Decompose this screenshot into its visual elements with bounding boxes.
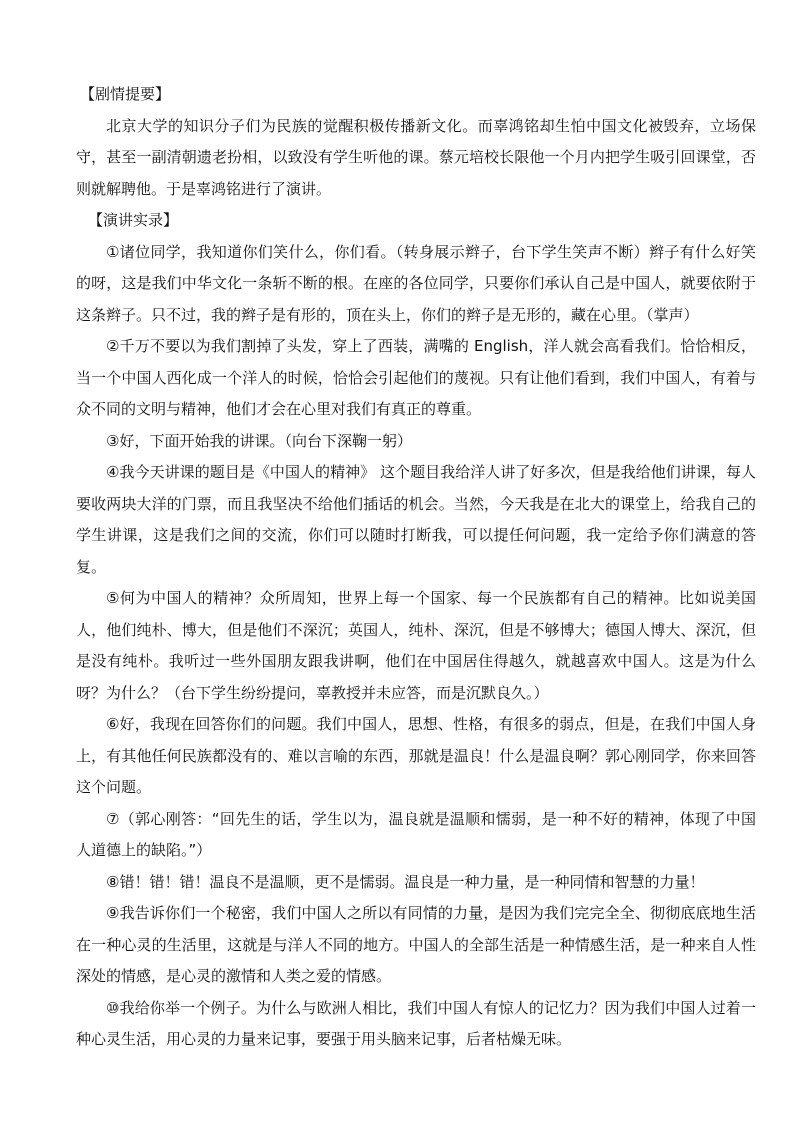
speech-paragraph-4: ④我今天讲课的题目是《中国人的精神》 这个题目我给洋人讲了好多次，但是我给他们讲课，每人要收两块大洋的门票，而且我坚决不给他们插话的机会。当然，今天我是在北大的课堂上，给我自己的学生讲课，这是我们之间的交流，你们可以随时打断我，可以提任何问题，我一定给予你们满意的答复。 xyxy=(76,463,756,576)
speech-paragraph-8: ⑧错！错！错！温良不是温顺，更不是懦弱。温良是一种力量，是一种同情和智慧的力量！ xyxy=(106,872,705,891)
speech-heading: 【演讲实录】 xyxy=(88,211,179,229)
speech-paragraph-5: ⑤何为中国人的精神？众所周知，世界上每一个国家、每一个民族都有自己的精神。比如说美国人，他们纯朴、博大，但是他们不深沉；英国人，纯朴、深沉，但是不够博大；德国人博大、深沉，但是没有纯朴。我听过一些外国朋友跟我讲啊，他们在中国居住得越久，就越喜欢中国人。这是为什么呀？为什么？（台下学生纷纷提问，辜教授并未应答，而是沉默良久。） xyxy=(76,589,756,702)
speech-paragraph-1: ①诸位同学，我知道你们笑什么，你们看。（转身展示辫子，台下学生笑声不断）辫子有什么好笑的呀，这是我们中华文化一条斩不断的根。在座的各位同学，只要你们承认自己是中国人，就要依附于这条辫子。只不过，我的辫子是有形的，顶在头上，你们的辫子是无形的，藏在心里。（掌声） xyxy=(76,242,756,324)
synopsis-heading: 【剧情提要】 xyxy=(80,85,171,103)
speech-paragraph-9: ⑨我告诉你们一个秘密，我们中国人之所以有同情的力量，是因为我们完完全全、彻彻底底地生活在一种心灵的生活里，这就是与洋人不同的地方。中国人的全部生活是一种情感生活，是一种来自人性深处的情感，是心灵的激情和人类之爱的情感。 xyxy=(76,904,756,985)
speech-paragraph-3: ③好，下面开始我的讲课。（向台下深鞠一躬） xyxy=(106,431,412,450)
speech-paragraph-7: ⑦（郭心刚答：“回先生的话，学生以为，温良就是温顺和懦弱，是一种不好的精神，体现了中国人道德上的缺陷。”） xyxy=(76,809,756,859)
speech-paragraph-6: ⑥好，我现在回答你们的问题。我们中国人，思想、性格，有很多的弱点，但是，在我们中国人身上，有其他任何民族都没有的、难以言喻的东西，那就是温良！什么是温良啊？郭心刚同学，你来回答这个问题。 xyxy=(76,715,756,796)
speech-paragraph-2: ②千万不要以为我们割掉了头发，穿上了西装，满嘴的 English，洋人就会高看我们。恰恰相反，当一个中国人西化成一个洋人的时候，恰恰会引起他们的蔑视。只有让他们看到，我们中国人，有着与众不同的文明与精神，他们才会在心里对我们有真正的尊重。 xyxy=(76,337,756,418)
speech-paragraph-10: ⑩我给你举一个例子。为什么与欧洲人相比，我们中国人有惊人的记忆力？因为我们中国人过着一种心灵生活，用心灵的力量来记事，要强于用头脑来记事，后者枯燥无味。 xyxy=(76,998,756,1048)
synopsis-paragraph: 北京大学的知识分子们为民族的觉醒积极传播新文化。而辜鸿铭却生怕中国文化被毁弃，立场保守，甚至一副清朝遗老扮相，以致没有学生听他的课。蔡元培校长限他一个月内把学生吸引回课堂，否则就解聘他。于是辜鸿铭进行了演讲。 xyxy=(76,116,756,198)
